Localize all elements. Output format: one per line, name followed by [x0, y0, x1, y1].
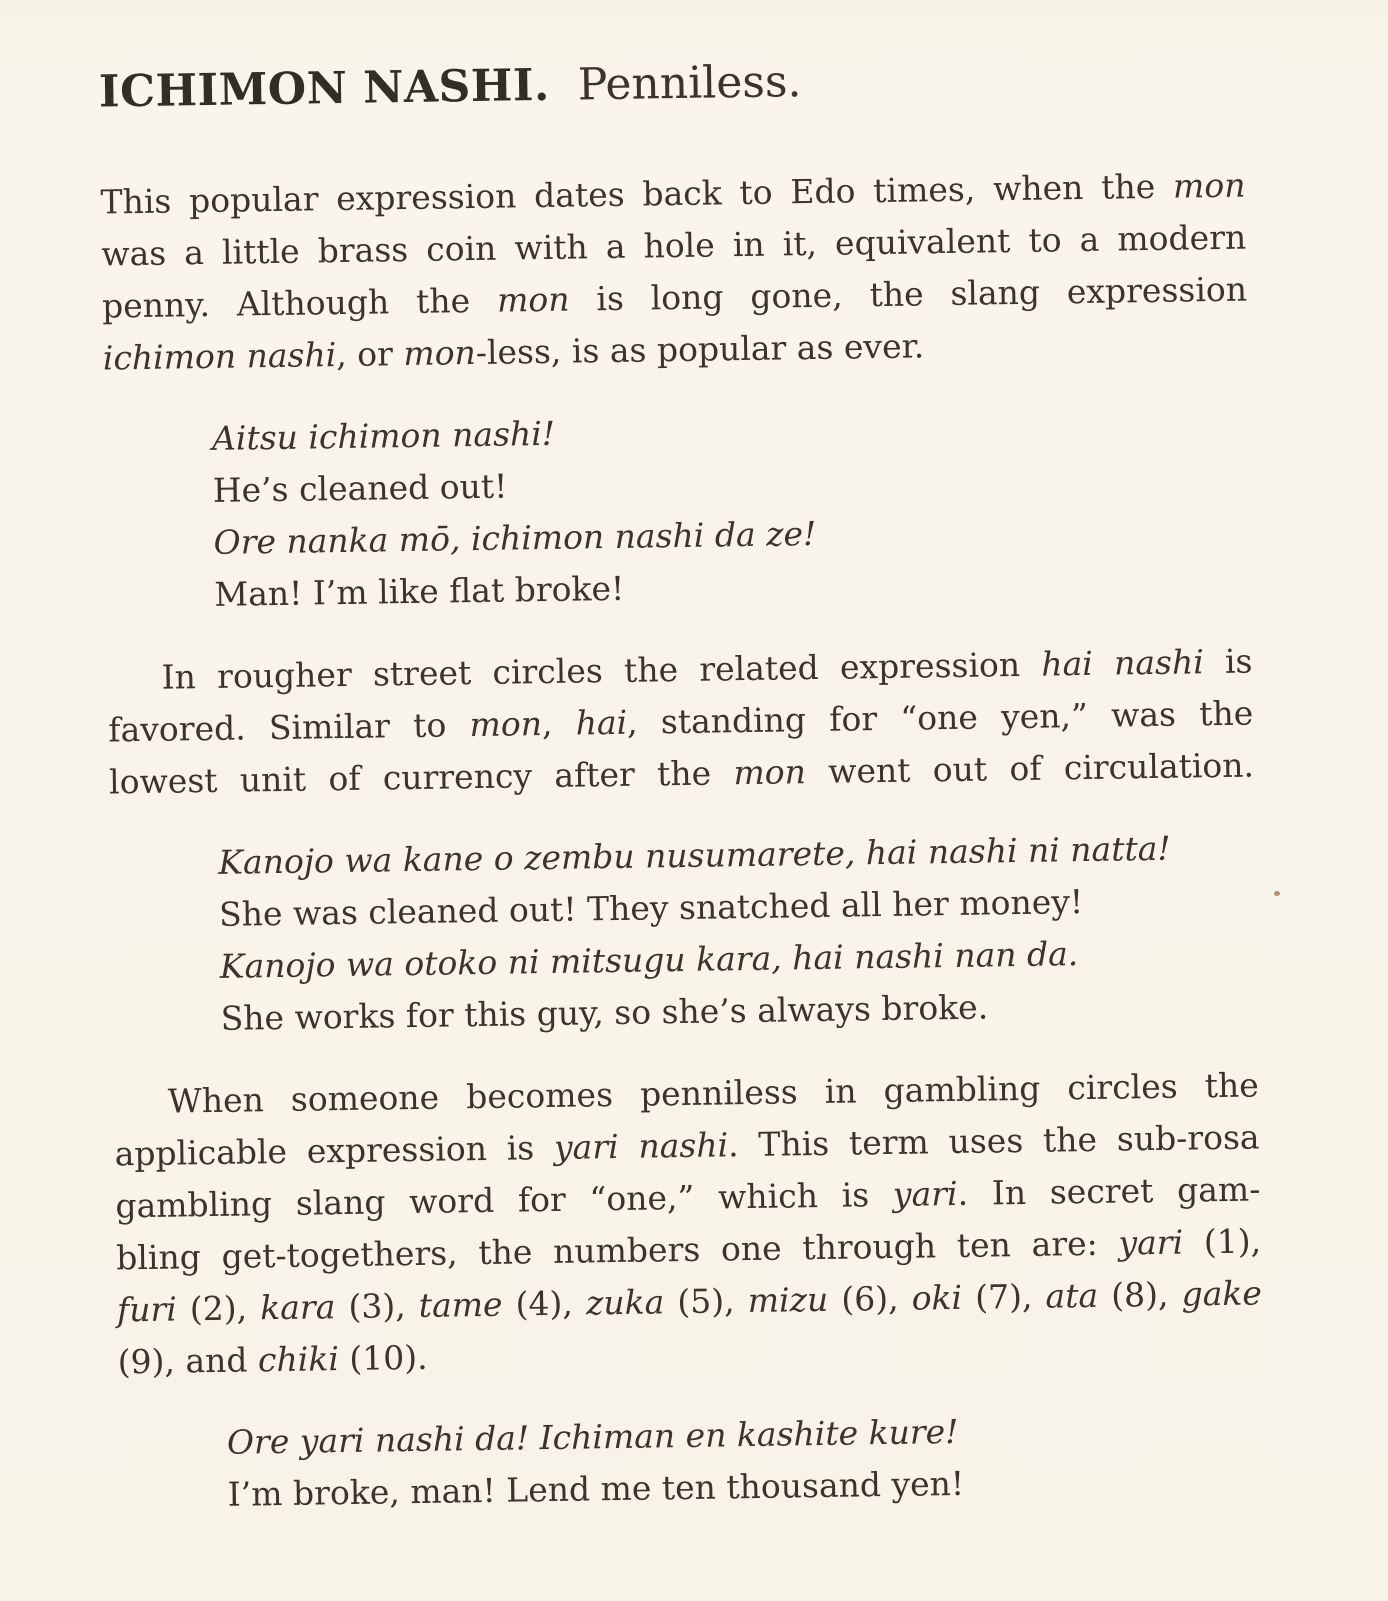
english-text: She was cleaned out! They snatched all her money!	[218, 882, 1084, 934]
english-text: (9), and	[117, 1340, 259, 1382]
english-text: (6),	[827, 1278, 912, 1319]
english-text: gambling slang word for “one,” which is	[115, 1174, 894, 1226]
romanized-japanese-text: mon	[469, 704, 543, 745]
romanized-japanese-text: yari	[892, 1173, 958, 1214]
english-text: favored. Similar to	[108, 705, 470, 750]
entry-heading	[98, 48, 1244, 121]
romanized-japanese-text: Aitsu ichimon nashi!	[211, 413, 556, 458]
english-text: -less, is as popular as ever.	[475, 326, 925, 372]
romanized-japanese-text: gake	[1181, 1273, 1263, 1314]
english-text: is	[1203, 641, 1253, 682]
english-text: (3),	[335, 1285, 420, 1327]
english-text: , or	[335, 334, 404, 375]
example-block	[218, 821, 1258, 1044]
english-text: is long gone, the slang expression	[569, 269, 1248, 319]
entry-term: ICHIMON NASHI.	[98, 59, 551, 118]
romanized-japanese-text: hai nashi	[1041, 642, 1204, 684]
romanized-japanese-text: yari nashi	[553, 1125, 729, 1167]
english-text: In rougher street circles the related expression	[161, 644, 1042, 697]
english-text: lowest unit of currency after the	[108, 753, 734, 802]
english-text: (4),	[502, 1283, 587, 1324]
page-content	[98, 48, 1265, 1523]
english-text: Man! I’m like flat broke!	[214, 568, 625, 614]
romanized-japanese-text: yari	[1118, 1222, 1184, 1263]
english-text: . This term uses the sub-rosa	[727, 1117, 1260, 1165]
romanized-japanese-text: mon	[496, 279, 570, 320]
romanized-japanese-text: Kanojo wa otoko ni mitsugu kara, hai nashi nan da.	[219, 934, 1079, 986]
romanized-japanese-text: Ore nanka mō, ichimon nashi da ze!	[213, 513, 817, 562]
english-text: I’m broke, man! Lend me ten thousand yen!	[227, 1463, 965, 1514]
english-text: She works for this guy, so she’s always broke.	[220, 987, 989, 1038]
english-text: (8),	[1097, 1274, 1182, 1315]
romanized-japanese-text: furi	[116, 1289, 178, 1330]
english-text: (5),	[663, 1281, 749, 1322]
romanized-japanese-text: tame	[418, 1284, 503, 1325]
english-text: applicable expression is	[114, 1127, 555, 1174]
romanized-japanese-text: zuka	[585, 1282, 665, 1323]
text-blocks	[100, 160, 1265, 1523]
paragraph-block	[100, 160, 1248, 385]
romanized-japanese-text: ata	[1045, 1275, 1099, 1316]
english-text: He’s cleaned out!	[212, 466, 508, 510]
english-text: (7),	[961, 1276, 1046, 1317]
romanized-japanese-text: ichimon nashi	[102, 335, 337, 378]
romanized-japanese-text: hai	[575, 702, 628, 743]
english-text: When someone becomes penniless in gambling circles the	[167, 1065, 1260, 1121]
english-text: was a little brass coin with a hole in it, equivalent to a modern	[101, 217, 1247, 274]
english-text: (10).	[338, 1337, 428, 1379]
romanized-japanese-text: mon	[1172, 165, 1246, 206]
english-text: . In secret gam-	[957, 1169, 1261, 1213]
english-text: (1),	[1182, 1221, 1262, 1262]
english-text: This popular expression dates back to Edo times, when the	[100, 166, 1174, 222]
paragraph-block	[114, 1059, 1264, 1388]
english-text: ,	[541, 703, 576, 744]
romanized-japanese-text: mon	[403, 332, 477, 374]
paper-speck	[1274, 891, 1280, 896]
english-text: (2),	[176, 1288, 261, 1329]
romanized-japanese-text: oki	[911, 1277, 963, 1318]
english-text: penny. Although the	[101, 280, 498, 326]
example-block	[212, 398, 1252, 621]
romanized-japanese-text: Ore yari nashi da! Ichiman en kashite kure!	[226, 1411, 959, 1462]
english-text: , standing for “one yen,” was the	[626, 693, 1254, 742]
romanized-japanese-text: mon	[733, 752, 807, 793]
romanized-japanese-text: mizu	[747, 1279, 829, 1321]
entry-definition: Penniless.	[577, 56, 802, 111]
romanized-japanese-text: kara	[259, 1287, 336, 1328]
english-text: bling get-togethers, the numbers one through ten are:	[115, 1223, 1119, 1278]
romanized-japanese-text: Kanojo wa kane o zembu nusumarete, hai nashi ni natta!	[218, 828, 1171, 882]
example-block	[227, 1401, 1265, 1520]
english-text: went out of circulation.	[805, 745, 1255, 792]
paragraph-block	[107, 635, 1254, 808]
romanized-japanese-text: chiki	[257, 1339, 340, 1380]
